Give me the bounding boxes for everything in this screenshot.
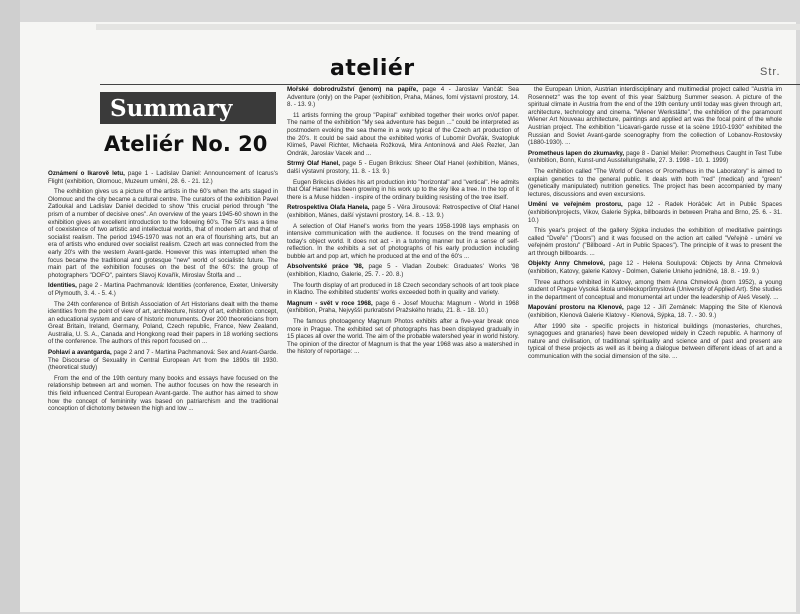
article-heading: Retrospektiva Olafa Hanela,	[287, 204, 370, 212]
article-paragraph	[287, 223, 519, 261]
column-1	[48, 170, 278, 600]
article-text: page 12 - Jiří Zemánek: Mapping the Site of Klenová (exhibition, Klenová Galerie Klatovy - Klenová, Sýpka, 18. 7. - 30. 9.)	[528, 304, 782, 320]
article-paragraph	[528, 304, 782, 319]
article-heading: Umění ve veřejném prostoru,	[528, 201, 623, 209]
article-text: A selection of Olaf Hanel's works from the years 1958-1998 lays emphasis on intensive communication with the audience. It focuses on the trend meaning of today's object world. It does not act - in a tutoring manner but in a sense of self-reflection. In the exhibits a set of photographs of his early production including bubble art and pop art, which he produced at the end of the 60's ...	[287, 222, 519, 260]
article-text: 11 artists forming the group "Papíral" exhibited together their works on/of paper. The name of the exhibition "My sea adventure has begun ..." could be interpreted as postmodern evoking the sea theme in a way typical of the Czech art production of the 20's. It could be said about the exhibited works of Lubomír Dvořák, Svatopluk Klimeš, Pavel Richter, Michaela Rožková, Mira Antonínová and Aleš Rezler, Jan Ondrák, Jaroslav Vacek and ...	[287, 111, 519, 157]
article-paragraph	[48, 375, 278, 413]
article-paragraph	[287, 318, 519, 356]
article-text: page 4 - Jaroslav Vančát: Sea Adventure (only) on the Paper (exhibition, Praha, Mánes, fomí výstavní prostory, 14. 8. - 13. 9.)	[287, 86, 519, 109]
article-text: This year's project of the gallery Sýpka includes the exhibition of meditative paintings called "Dveře" ("Doors") and it was focused on the action art called "Veřejně - umění ve veřejném prostoru" ("Billboard - Art in Public Spaces"). The principle of it was to present the art through billboards. ...	[528, 227, 782, 257]
article-paragraph	[528, 279, 782, 302]
article-paragraph	[48, 301, 278, 347]
article-paragraph	[528, 227, 782, 257]
article-heading: Prometheus lapen do zkumavky,	[528, 149, 625, 157]
article-text: page 12 - Radek Horáček: Art in Public Spaces (exhibition/projects, Vikov, Galerie Sýpka, billboards in between Praha and Brno, 25. 6. - 31. 10.)	[528, 201, 782, 224]
article-paragraph	[528, 260, 782, 275]
article-paragraph	[528, 323, 782, 361]
article-paragraph	[48, 188, 278, 279]
page-label: Str.	[760, 66, 781, 78]
article-heading: Magnum - svět v roce 1968,	[287, 299, 373, 307]
article-text: page 6 - Josef Moucha: Magnum - World in 1968 (exhibition, Praha, Nejvyšší purkrabství Pražského hradu, 21. 8. - 18. 10.)	[287, 299, 519, 315]
article-paragraph	[528, 150, 782, 165]
article-heading: Mapování prostoru na Klenové,	[528, 304, 624, 312]
article-text: page 1 - Ladislav Daniel: Announcement of Icarus's Flight (exhibition, Olomouc, Muzeum umění, 28. 6. - 21. 12.)	[48, 170, 278, 185]
article-text: Eugen Brikcius divides his art production into "horizontal" and "vertical". He admits that Olaf Hanel has been growing in his work up to the sky like a tree. In the top of it there is a Muse hidden - inspire of the ordinary building resisting of the tree itself.	[287, 178, 519, 201]
article-text: the European Union, Austrian interdisciplinary and multimedial project called "Austria im Rosennetz" was the top event of this year Salzburg Summer season. A picture of the spiritual climate in Austria from the end of the 19th century until today was given through art, architecture, technology and cinema. "Wiener Werkstätte", the exhibition of the paramount Wiener Art Nouveau architecture, paintings and applied art was the focal point of the whole Austrian project. The exhibition "Licavari-garde russe et la scène 1910-1930" exhibited the Russian and Soviet Avant-garde scenography from the collection of Lobanov-Rostovsky (1880-1930). ...	[528, 86, 782, 147]
article-heading: Pohlaví a avantgarda,	[48, 349, 112, 357]
masthead: ateliér	[330, 56, 415, 81]
article-paragraph	[287, 160, 519, 175]
article-text: page 5 - Eugen Brikcius: Sheer Olaf Hanel (exhibition, Mánes, další výstavní prostory, 11. 8. - 13. 9.)	[287, 160, 519, 175]
article-heading: Absolventské práce '98,	[287, 263, 364, 271]
article-text: After 1990 site - specific projects in historical buildings (monasteries, churches, synagogues and granaries) have been developed widely in Czech republic. A harmony of nature and civilisation, of traditional spirituality and science and of past and present are typical of these projects as well as it being a dialogue between different ideas of art and a communication with the social dimension of the site. ...	[528, 322, 782, 360]
article-text: The exhibition called "The World of Genes or Prometheus in the Laboratory" is aimed to explain genetics to the general public. It deals with both "red" (medical) and "green" (genetically manipulated) nutrition genetics. The project has been accompanied by many lectures, discussions and even excursions.	[528, 167, 782, 198]
article-heading: Mořské dobrodružství (jenom) na papíře,	[287, 86, 418, 93]
article-paragraph	[287, 282, 519, 297]
article-text: The fourth display of art produced in 18 Czech secondary schools of art took place in Kladno. The exhibited students' works exceeded both in quality and variety.	[287, 281, 519, 297]
margin-note	[2, 520, 16, 600]
column-3	[528, 86, 782, 606]
article-heading: Objekty Anny Chmelové,	[528, 260, 605, 268]
issue-title: Ateliér No. 20	[104, 132, 268, 156]
article-text: page 2 - Martina Pachmanová: Identities (conference, Exeter, University of Plymouth, 3. 4. - 5. 4.)	[48, 282, 278, 297]
article-text: The famous photoagency Magnum Photos exhibits after a five-year break once more in Prague. The exhibited set of photographs has been displayed gradually in 15 places all over the world. The aim of the probable watershed year in world history. The opinion of the director of Magnum is that the year 1968 was also a watershed in the history of reportage: ...	[287, 318, 519, 356]
article-heading: Identities,	[48, 282, 77, 290]
article-heading: Strmý Olaf Hanel,	[287, 160, 340, 168]
article-paragraph	[287, 263, 519, 278]
article-paragraph	[48, 282, 278, 297]
article-paragraph	[287, 112, 519, 158]
article-text: The 24th conference of British Association of Art Historians dealt with the theme identities from the point of view of art, architecture, history of art, exhibition concept, an educational system and care of historic monuments. Over 200 theoreticians from Great Britain, Ireland, Germany, Poland, Czech republic, France, New Zealand, Australia, U. S. A., Canada and Hongkong read their papers in 18 working sections of the conference. The authors of this report focused on ...	[48, 300, 278, 346]
article-text: page 5 - Věra Jirousová: Retrospective of Olaf Hanel (exhibition, Mánes, další výstavní prostory, 14. 8. - 13. 9.)	[287, 204, 519, 219]
article-text: page 12 - Helena Soulupová: Objects by Anna Chmelová (exhibition, Katovy, galerie Katovy - Dolmen, Galerie Unieho jedničné, 18. 8. - 19. 9.)	[528, 260, 782, 276]
article-paragraph	[528, 86, 782, 147]
article-paragraph	[48, 349, 278, 372]
article-paragraph	[528, 201, 782, 224]
article-paragraph	[287, 300, 519, 315]
paper-edge	[96, 24, 800, 30]
article-text: Three authors exhibited in Katovy, among them Anna Chmelová (born 1952), a young student of Prague Vysoká škola uměleckoprůmyslová (University of Applied Art). She studies in the department of conceptual and monumental art under the leadership of Aleš Veselý. ...	[528, 278, 782, 301]
article-paragraph	[48, 170, 278, 185]
article-paragraph	[528, 168, 782, 198]
article-paragraph	[287, 86, 519, 109]
article-text: page 8 - Daniel Meiler: Prometheus Caught in Test Tube (exhibition, Bonn, Kunst-und Ausstellungshalle, 27. 3. 1998 - 10. 1. 1999)	[528, 149, 782, 165]
article-paragraph	[287, 179, 519, 202]
article-text: page 2 and 7 - Martina Pachmanová: Sex and Avant-Garde. The Discourse of Sexuality in Central European Art from the 1890s till 1930. (theoretical study)	[48, 349, 278, 372]
article-text: From the end of the 19th century many books and essays have focused on the relationship between art and women. The author focuses on how the research in this field influenced Central European Avant-garde. The author has aimed to show how the concept of femininity was based on patriarchism and the traditional conception of dichotomy between the high and low ...	[48, 374, 278, 413]
article-heading: Oznámení o Ikarově letu,	[48, 170, 125, 177]
column-2	[287, 86, 519, 606]
header-rule	[100, 84, 800, 85]
article-paragraph	[287, 204, 519, 219]
section-title: Summary	[110, 95, 233, 122]
article-text: The exhibition gives us a picture of the artists in the 60's when the arts staged in Olomouc and the city became a cultural centre. The curators of the exhibition Pavel Zatloukal and Ladislav Daniel decided to show "this crucial period through "the prism of a number of decisive ones". An overview of the years 1945-60 shown in the exhibition gives an excellent introduction to the following 60's. The 50's was a time of coexistence of two artistic and intellectual worlds, that of modern art and that of socialist realism. The period 1945-1970 was not an era of flourishing arts, but an era of artists who endured over socialist realism. Czech art was connected from the early 20's with the western Avant-garde. However this was interrupted when the focus became the traditional and grotesque "new" world of socialistic future. The main part of the exhibition focuses on the best of the 60's: the group of photographers "DOFO", painters Slavoj Kovařík, Miroslav Štolfa and ...	[48, 188, 278, 279]
article-text: page 5 - Vladan Zoubek: Graduates' Works '98 (exhibition, Kladno, Galerie, 25. 7. - 20. 8.)	[287, 263, 519, 279]
